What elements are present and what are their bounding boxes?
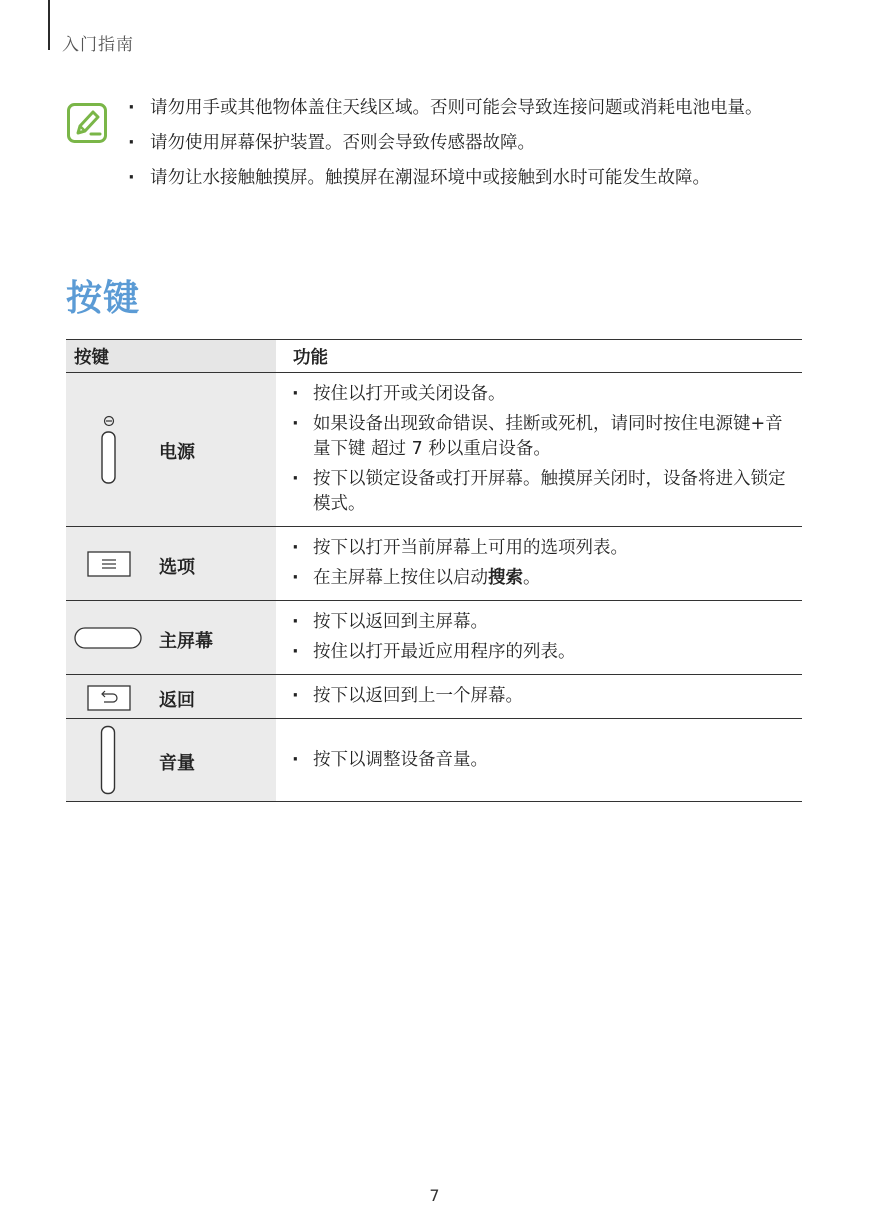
key-label: 音量 [159,753,195,774]
power-key-icon [99,414,119,491]
key-label: 选项 [159,556,195,578]
key-cell [66,601,276,675]
function-cell [276,675,802,719]
table-row [66,601,802,675]
key-cell [66,675,276,719]
back-key-icon [87,685,131,716]
function-item [290,566,792,591]
function-cell [276,719,802,802]
menu-key-icon [87,551,131,582]
column-header-function: 功能 [276,340,802,373]
table-row [66,527,802,601]
volume-key-icon [100,725,116,800]
column-header-key: 按键 [66,340,276,373]
function-item: · 如果设备出现致命错误、挂断或死机，请同时按住电源键+音量下键 超过 7 秒以重启设备。 [290,412,792,462]
function-keyword: 搜索 [488,568,523,588]
header-section-title: 入门指南 [62,35,134,55]
key-label: 电源 [159,441,195,463]
function-text: 在主屏幕上按住以启动 [313,568,488,588]
note-item: · 请勿使用屏幕保护装置。否则会导致传感器故障。 [126,131,806,156]
key-cell [66,719,276,802]
key-label: 主屏幕 [159,630,213,652]
section-title: 按键 [66,278,141,319]
key-label: 返回 [159,689,195,711]
function-cell [276,527,802,601]
note-item: · 请勿让水接触触摸屏。触摸屏在潮湿环境中或接触到水时可能发生故障。 [126,166,806,191]
function-item: · 按下以返回到上一个屏幕。 [290,684,792,709]
function-item: · 按下以锁定设备或打开屏幕。触摸屏关闭时，设备将进入锁定模式。 [290,467,792,517]
note-pencil-icon [67,103,107,143]
function-cell [276,601,802,675]
function-cell [276,373,802,527]
key-cell [66,527,276,601]
table-row [66,719,802,802]
function-item: · 按住以打开或关闭设备。 [290,382,792,407]
key-cell [66,373,276,527]
keys-table [66,339,802,802]
table-header-row [66,340,802,373]
function-item: · 按下以返回到主屏幕。 [290,610,792,635]
note-list [126,96,806,201]
table-row [66,373,802,527]
home-key-icon [74,627,142,654]
function-item: · 按住以打开最近应用程序的列表。 [290,640,792,665]
note-item: · 请勿用手或其他物体盖住天线区域。否则可能会导致连接问题或消耗电池电量。 [126,96,806,121]
function-text: 。 [523,568,541,588]
function-item: · 按下以打开当前屏幕上可用的选项列表。 [290,536,792,561]
page-number: 7 [429,1186,440,1205]
header-rule [48,0,50,50]
function-item: · 按下以调整设备音量。 [290,748,792,773]
table-row [66,675,802,719]
